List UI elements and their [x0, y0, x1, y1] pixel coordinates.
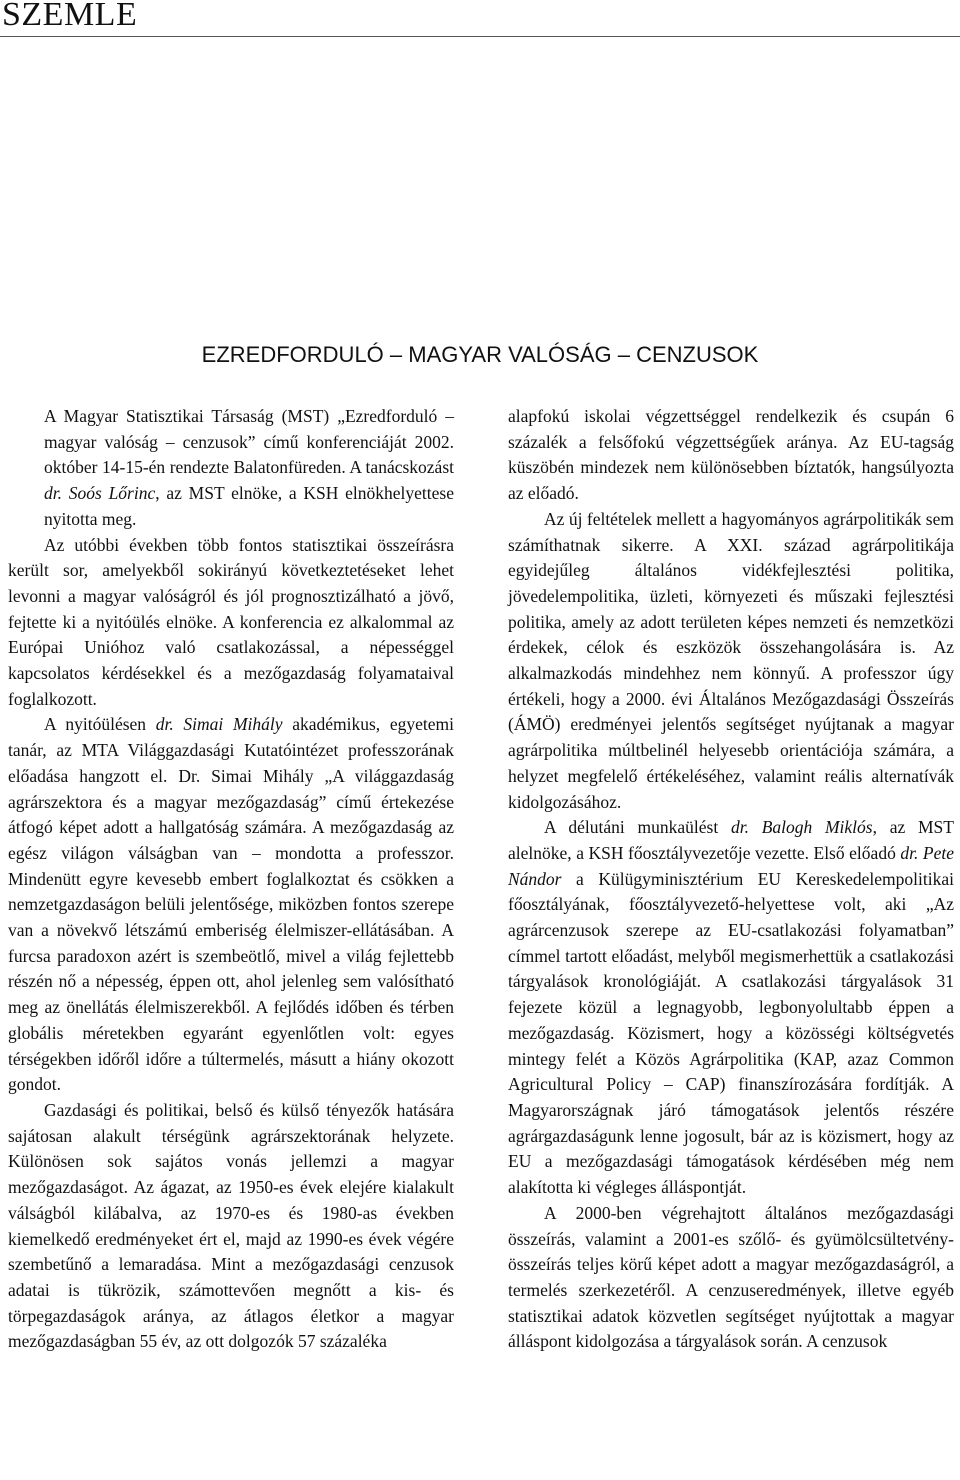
- left-paragraph-2: Az utóbbi években több fontos statisztikai összeírásra került sor, amelyekből sokirányú következtetéseket lehet levonni a magyar valóságról és jól prognosztizálható a jövő, fejtette ki a nyitóülés elnöke. A konferencia ez alkalommal az Európai Unióhoz való csatlakozással, a népességgel kapcsolatos kérdésekkel és a mezőgazdaság folyamataival foglalkozott.: [8, 534, 454, 709]
- person-name: dr. Balogh Miklós: [730, 817, 873, 838]
- right-paragraph-3: A délutáni munkaülést dr. Balogh Miklós, az MST alelnöke, a KSH főosztályvezetője vezette. Első előadó dr. Pete Nándor a Külügyminisztérium EU Kereskedelempolitikai főosztályának, főosztályvezető-helyettese volt, aki „Az agrárcenzusok szerepe az EU-csatlakozási folyamatban” címmel tartott előadást, melyből megismerhettük a csatlakozási tárgyalások kronológiáját. A csatlakozási tárgyalások 31 fejezete közül a legnagyobb, legbonyolultabb éppen a mezőgazdaság. Közismert, hogy a közösségi költségvetés mintegy felét a Közös Agrárpolitika (KAP, azaz Common Agricultural Policy – CAP) finanszírozására fordítják. A Magyarországnak járó támogatások jelentős részére agrárgazdaságunk lenne jogosult, bár az is közismert, hogy az EU a mezőgazdasági támogatások kérdésében még nem alakította ki végleges álláspontját.: [508, 817, 954, 1198]
- left-paragraph-4: Gazdasági és politikai, belső és külső tényezők hatására sajátosan alakult térségünk agrárszektorának helyzete. Különösen sok sajátos vonás jellemzi a magyar mezőgazdaságot. Az ágazat, az 1950-es évek elejére kialakult válságból kilábalva, az 1970-es és 1980-as években kiemelkedő eredményeket ért el, majd az 1990-es évek végére szembetűnő a lemaradása. Mint a mezőgazdasági cenzusok adatai is tükrözik, számottevően megnőtt a kis- és törpegazdaságok aránya, az átlagos életkor a magyar mezőgazdaságban 55 év, az ott dolgozók 57 százaléka: [8, 1099, 454, 1352]
- section-header: [0, 0, 960, 36]
- person-name: dr. Pete Nándor: [508, 842, 954, 889]
- left-paragraph-3: A nyitóülésen dr. Simai Mihály akadémikus, egyetemi tanár, az MTA Világgazdasági Kutatóintézet professzorának előadása hangzott el. Dr. Simai Mihály „A világgazdaság agrárszektora és a magyar mezőgazdaság” című értekezése átfogó képet adott a hallgatóság számára. A mezőgazdaság az egész világon válságban van – mondotta a professzor. Mindenütt egyre kevesebb embert foglalkoztat és csökken a nemzetgazdaságon belüli jelentősége, miközben fontos szerepe van a növekvő létszámú emberiség élelmiszer-ellátásában. A furcsa paradoxon azért is szembeötlő, mivel a világ fejlettebb részén nő a népesség, éppen ott, ahol jelenleg sem valósítható meg az önellátás élelmiszerekből. A fejlődés időben és térben globális méretekben egyaránt egyenlőtlen volt: egyes térségekben időről időre a túltermelés, másutt a hiány okozott gondot.: [8, 714, 454, 1095]
- right-paragraph-4: A 2000-ben végrehajtott általános mezőgazdasági összeírás, valamint a 2001-es szőlő- és gyümölcsültetvény-összeírás teljes körű képet adott a magyar mezőgazdaságról, a termelés szerkezetéről. A cenzuseredmények, illetve egyéb statisztikai adatok közvetlen segítséget nyújtottak a magyar álláspont kidolgozása a tárgyalások során. A cenzusok: [508, 1202, 954, 1352]
- header-divider: [0, 36, 960, 37]
- person-name: dr. Soós Lőrinc: [44, 483, 156, 504]
- section-title: SZEMLE: [2, 0, 138, 33]
- right-paragraph-1: alapfokú iskolai végzettséggel rendelkezik és csupán 6 százalék a felsőfokú végzettségűek aránya. Az EU-tagság küszöbén mindezek nem különösebben bíztatók, hangsúlyozta az előadó.: [508, 406, 954, 504]
- right-column: [508, 404, 954, 1355]
- right-paragraph-2: Az új feltételek mellett a hagyományos agrárpolitikák sem számíthatnak sikerre. A XXI. század agrárpolitikája egyidejűleg általános vidékfejlesztési politika, jövedelempolitika, üzleti, környezeti és műszaki fejlesztési politika, amely az adott területen képes nemzeti és nemzetközi érdekek, célok és eszközök összehangolására is. Az alkalmazkodás mindehhez nem könnyű. A professzor úgy értékeli, hogy a 2000. évi Általános Mezőgazdasági Összeírás (ÁMÖ) eredményei jelentős segítséget nyújtanak a magyar agrárpolitika múltbelinél helyesebb orientációja számára, a helyzet megfelelő értékeléséhez, valamint reális alternatívák kidolgozásához.: [508, 508, 954, 812]
- left-paragraph-1: A Magyar Statisztikai Társaság (MST) „Ezredforduló – magyar valóság – cenzusok” című konferenciáját 2002. október 14-15-én rendezte Balatonfüreden. A tanácskozást dr. Soós Lőrinc, az MST elnöke, a KSH elnökhelyettese nyitotta meg.: [44, 406, 454, 529]
- left-column: [8, 404, 454, 1355]
- person-name: dr. Simai Mihály: [155, 714, 283, 735]
- article-title: EZREDFORDULÓ – MAGYAR VALÓSÁG – CENZUSOK: [201, 342, 759, 367]
